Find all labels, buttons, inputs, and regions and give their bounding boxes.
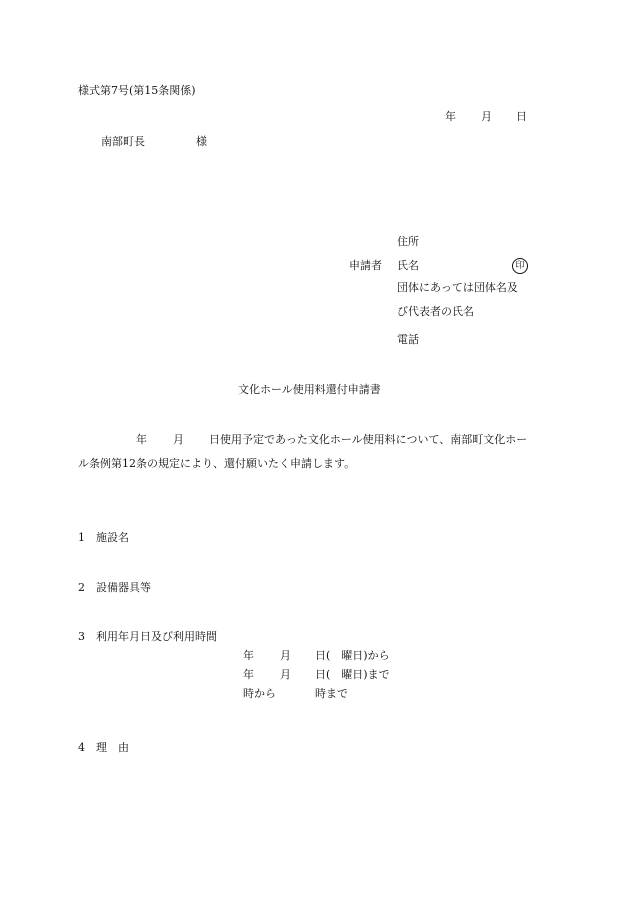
date-year-label: 年 <box>445 110 456 123</box>
seal-mark: 印 <box>512 258 528 274</box>
usage-time-to: 時まで <box>315 687 348 700</box>
reason-label: 理 由 <box>96 741 129 754</box>
date-month-label: 月 <box>481 110 492 123</box>
address-label: 住所 <box>397 235 419 248</box>
usage-from-month: 月 <box>280 649 291 662</box>
body-text-line2: ル条例第12条の規定により、還付願いたく申請します。 <box>78 457 356 470</box>
form-number: 様式第7号(第15条関係) <box>78 84 196 97</box>
org-label-line1: 団体にあっては団体名及 <box>397 281 518 294</box>
date-day-label: 日 <box>516 110 527 123</box>
usage-from-year: 年 <box>243 649 254 662</box>
applicant-label: 申請者 <box>349 259 382 272</box>
usage-from-day: 日( 曜日)から <box>315 649 390 662</box>
org-label-line2: び代表者の氏名 <box>397 305 474 318</box>
facility-label: 施設名 <box>96 531 129 544</box>
name-label: 氏名 <box>397 259 419 272</box>
addressee-name: 南部町長 <box>101 135 145 148</box>
usage-to-day: 日( 曜日)まで <box>315 668 390 681</box>
body-month-label: 月 <box>173 433 184 446</box>
usage-to-month: 月 <box>280 668 291 681</box>
addressee-honorific: 様 <box>196 135 207 148</box>
item-number-1: 1 <box>78 531 85 544</box>
usage-label: 利用年月日及び利用時間 <box>96 630 217 643</box>
usage-time-from: 時から <box>243 687 276 700</box>
body-text-line1: 日使用予定であった文化ホール使用料について、南部町文化ホー <box>209 433 528 446</box>
item-number-4: 4 <box>78 741 85 754</box>
item-number-3: 3 <box>78 630 85 643</box>
usage-to-year: 年 <box>243 668 254 681</box>
body-year-label: 年 <box>136 433 147 446</box>
phone-label: 電話 <box>397 333 419 346</box>
equipment-label: 設備器具等 <box>96 581 151 594</box>
document-title: 文化ホール使用料還付申請書 <box>238 383 381 396</box>
item-number-2: 2 <box>78 581 85 594</box>
